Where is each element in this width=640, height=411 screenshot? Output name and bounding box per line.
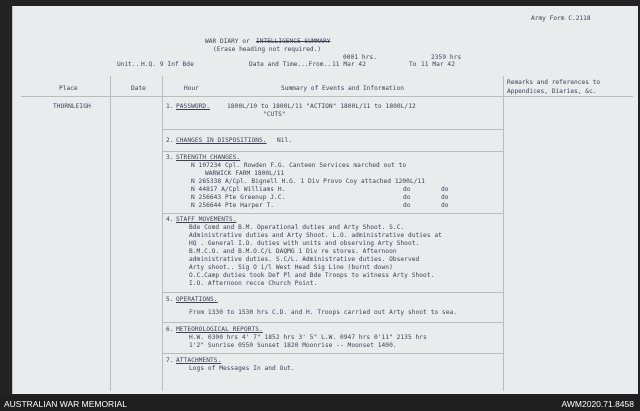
- entry-number: 2.: [166, 137, 174, 144]
- unit-label: Unit..: [117, 61, 140, 68]
- entry-number: 3.: [166, 154, 174, 161]
- entry-heading-staff: STAFF MOVEMENTS.: [176, 216, 237, 223]
- entry-heading-dispositions: CHANGES IN DISPOSITIONS.: [176, 137, 267, 144]
- entry-rule: [163, 151, 503, 152]
- army-form-number: Army Form C.2118: [531, 15, 591, 22]
- war-diary-sheet: [12, 6, 638, 394]
- ditto-mark: do: [403, 186, 411, 193]
- archive-name: AUSTRALIAN WAR MEMORIAL: [4, 399, 127, 409]
- ditto-mark: do: [403, 202, 411, 209]
- column-summary: Summary of Events and Information: [281, 85, 404, 92]
- column-divider: [503, 76, 504, 391]
- password-text: "CUTS": [263, 111, 286, 118]
- staff-line: Arty shoot.. Sig O i/l West Head Sig Line (burnt down): [189, 264, 393, 271]
- strength-line: N 265338 A/Cpl. Bignell H.G. 1 Div Provo Coy attached 1200L/11: [191, 178, 426, 185]
- staff-line: I.O. Afternoon recce Church Point.: [189, 280, 318, 287]
- strength-line: N 44817 A/Cpl Williams H.: [191, 186, 286, 193]
- unit-value: H.Q. 9 Inf Bde: [141, 61, 194, 68]
- place-value: THORNLEIGH: [53, 103, 91, 110]
- column-divider: [162, 76, 163, 391]
- ditto-mark: do: [403, 194, 411, 201]
- erase-heading-note: (Erase heading not required.): [213, 46, 322, 53]
- staff-line: Bde Comd and B.M. Operational duties and Arty Shoot. S.C.: [189, 224, 405, 231]
- column-hour: Hour: [184, 85, 199, 92]
- entry-rule: [163, 129, 503, 130]
- staff-line: HQ . General I.O. duties with units and observing Arty Shoot.: [189, 240, 420, 247]
- strength-line: N 256644 Pte Harper T.: [191, 202, 275, 209]
- column-place: Place: [59, 85, 78, 92]
- operations-text: From 1330 to 1530 hrs C.D. and H. Troops carried out Arty shoot to sea.: [189, 309, 458, 316]
- ditto-mark: do: [441, 194, 449, 201]
- diary-title-struck: INTELLIGENCE SUMMARY: [256, 38, 331, 45]
- entry-rule: [163, 322, 503, 323]
- ditto-mark: do: [441, 186, 449, 193]
- archive-footer: [0, 396, 640, 411]
- entry-number: 7.: [166, 357, 174, 364]
- staff-line: Administrative duties and Arty Shoot. L.O. administrative duties at: [189, 232, 442, 239]
- entry-heading-strength: STRENGTH CHANGES.: [176, 154, 241, 161]
- strength-line: N 107234 Cpl. Rowden F.G. Canteen Services marched out to: [191, 162, 407, 169]
- entry-rule: [163, 353, 503, 354]
- archive-reference: AWM2020.71.8458: [561, 399, 634, 409]
- entry-heading-password: PASSWORD.: [176, 103, 210, 110]
- header-rule: [21, 96, 633, 97]
- to-label: To: [409, 61, 417, 68]
- entry-rule: [163, 213, 503, 214]
- from-time: 0001 hrs.: [343, 54, 377, 61]
- staff-line: O.C.Camp duties took Def Pl and Bde Troops to witness Arty Shoot.: [189, 272, 435, 279]
- from-date: 11 Mar 42: [332, 61, 366, 68]
- diary-title-prefix: WAR DIARY or: [205, 38, 250, 45]
- meteorological-line: H.W. 0300 hrs 4' 7" 1852 hrs 3' 5" L.W. 0947 hrs 0'11" 2135 hrs: [189, 334, 427, 341]
- entry-number: 6.: [166, 326, 174, 333]
- entry-rule: [163, 292, 503, 293]
- staff-line: B.M.C.O. and B.M.O.C/L DAQMG 1 Div re stores. Afternoon: [189, 248, 397, 255]
- meteorological-line: 1'2" Sunrise 0550 Sunset 1820 Moonrise -- Moonset 1400.: [189, 342, 397, 349]
- entry-heading-operations: OPERATIONS.: [176, 296, 218, 303]
- entry-number: 5.: [166, 296, 174, 303]
- entry-heading-attachments: ATTACHMENTS.: [176, 357, 222, 364]
- to-time: 2359 hrs: [431, 54, 462, 61]
- entry-number: 1.: [166, 103, 174, 110]
- ditto-mark: do: [441, 202, 449, 209]
- password-text: 1800L/10 to 1800L/11 "ACTION" 1800L/11 to 1800L/12: [227, 103, 416, 110]
- strength-line: WARWICK FARM 1800L/11: [205, 170, 285, 177]
- date-time-label: Date and Time...From..: [249, 61, 331, 68]
- strength-line: N 256643 Pte Greenup J.C.: [191, 194, 286, 201]
- entry-heading-meteorological: METEOROLOGICAL REPORTS.: [176, 326, 263, 333]
- attachments-text: Logs of Messages In and Out.: [189, 365, 295, 372]
- to-date: 11 Mar 42: [421, 61, 455, 68]
- entry-number: 4.: [166, 216, 174, 223]
- column-remarks: Remarks and references to Appendices, Diaries, &c.: [507, 79, 601, 95]
- staff-line: administrative duties. S.C/L. Administrative duties. Observed: [189, 256, 420, 263]
- column-divider: [110, 76, 111, 391]
- dispositions-text: Nil.: [277, 137, 293, 144]
- column-date: Date: [131, 85, 146, 92]
